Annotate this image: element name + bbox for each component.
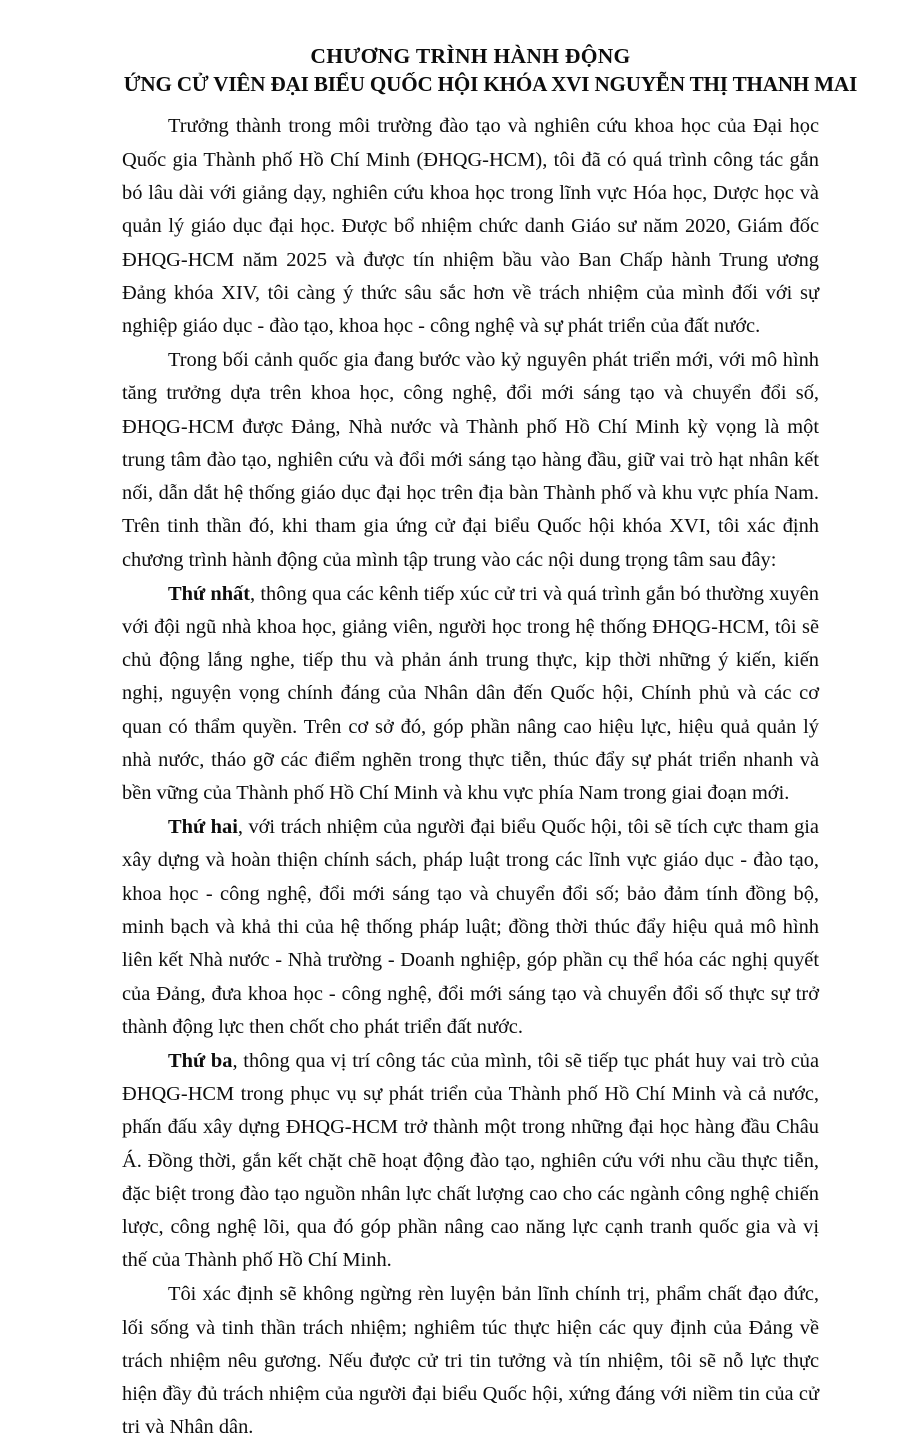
document-title xyxy=(122,44,858,97)
paragraph-text-point-1: , thông qua các kênh tiếp xúc cử tri và quá trình gắn bó thường xuyên với đội ngũ nhà khoa học, giảng viên, người học trong hệ thống ĐHQG-HCM, tôi sẽ chủ động lắng nghe, tiếp thu và phản ánh trung thực, kịp thời những ý kiến, kiến nghị, nguyện vọng chính đáng của Nhân dân đến Quốc hội, Chính phủ và các cơ quan có thẩm quyền. Trên cơ sở đó, góp phần nâng cao hiệu lực, hiệu quả quản lý nhà nước, tháo gỡ các điểm nghẽn trong thực tiễn, thúc đẩy sự phát triển nhanh và bền vững của Thành phố Hồ Chí Minh và khu vực phía Nam trong giai đoạn mới. xyxy=(122,582,819,805)
paragraph-text-intro: Trưởng thành trong môi trường đào tạo và nghiên cứu khoa học của Đại học Quốc gia Thành phố Hồ Chí Minh (ĐHQG-HCM), tôi đã có quá trình công tác gắn bó lâu dài với giảng dạy, nghiên cứu khoa học trong lĩnh vực Hóa học, Dược học và quản lý giáo dục đại học. Được bổ nhiệm chức danh Giáo sư năm 2020, Giám đốc ĐHQG-HCM năm 2025 và được tín nhiệm bầu vào Ban Chấp hành Trung ương Đảng khóa XIV, tôi càng ý thức sâu sắc hơn về trách nhiệm của mình đối với sự nghiệp giáo dục - đào tạo, khoa học - công nghệ và sự phát triển của đất nước. xyxy=(122,115,819,338)
paragraph-text-point-3: , thông qua vị trí công tác của mình, tôi sẽ tiếp tục phát huy vai trò của ĐHQG-HCM trong phục vụ sự phát triển của Thành phố Hồ Chí Minh và cả nước, phấn đấu xây dựng ĐHQG-HCM trở thành một trong những đại học hàng đầu Châu Á. Đồng thời, gắn kết chặt chẽ hoạt động đào tạo, nghiên cứu với nhu cầu thực tiễn, đặc biệt trong đào tạo nguồn nhân lực chất lượng cao cho các ngành công nghệ chiến lược, công nghệ lõi, qua đó góp phần nâng cao năng lực cạnh tranh quốc gia và vị thế của Thành phố Hồ Chí Minh. xyxy=(122,1049,820,1272)
paragraph-text-point-2: , với trách nhiệm của người đại biểu Quốc hội, tôi sẽ tích cực tham gia xây dựng và hoàn thiện chính sách, pháp luật trong các lĩnh vực giáo dục - đào tạo, khoa học - công nghệ, đổi mới sáng tạo và chuyển đổi số; bảo đảm tính đồng bộ, minh bạch và khả thi của hệ thống pháp luật; đồng thời thúc đẩy hiệu quả mô hình liên kết Nhà nước - Nhà trường - Doanh nghiệp, góp phần cụ thể hóa các nghị quyết của Đảng, đưa khoa học - công nghệ, đổi mới sáng tạo và chuyển đổi số thực sự trở thành động lực then chốt cho phát triển đất nước. xyxy=(122,816,819,1038)
title-line-candidate: ỨNG CỬ VIÊN ĐẠI BIỂU QUỐC HỘI KHÓA XVI NGUYỄN THỊ THANH MAI xyxy=(123,72,858,97)
document-body xyxy=(122,110,819,1444)
paragraph-point-2 xyxy=(122,811,819,1044)
paragraph-lead-point-1: Thứ nhất xyxy=(168,582,251,605)
paragraph-text-closing: Tôi xác định sẽ không ngừng rèn luyện bản lĩnh chính trị, phẩm chất đạo đức, lối sống và tinh thần trách nhiệm; nghiêm túc thực hiện các quy định của Đảng về trách nhiệm nêu gương. Nếu được cử tri tin tưởng và tín nhiệm, tôi sẽ nỗ lực thực hiện đầy đủ trách nhiệm của người đại biểu Quốc hội, xứng đáng với niềm tin của cử tri và Nhân dân. xyxy=(122,1283,819,1439)
paragraph-lead-point-3: Thứ ba xyxy=(168,1049,233,1072)
title-line-program: CHƯƠNG TRÌNH HÀNH ĐỘNG xyxy=(310,44,631,68)
paragraph-closing xyxy=(122,1278,819,1444)
paragraph-text-context: Trong bối cảnh quốc gia đang bước vào kỷ nguyên phát triển mới, với mô hình tăng trưởng dựa trên khoa học, công nghệ, đổi mới sáng tạo và chuyển đổi số, ĐHQG-HCM được Đảng, Nhà nước và Thành phố Hồ Chí Minh kỳ vọng là một trung tâm đào tạo, nghiên cứu và đổi mới sáng tạo hàng đầu, giữ vai trò hạt nhân kết nối, dẫn dắt hệ thống giáo dục đại học trên địa bàn Thành phố và khu vực phía Nam. Trên tinh thần đó, khi tham gia ứng cử đại biểu Quốc hội khóa XVI, tôi xác định chương trình hành động của mình tập trung vào các nội dung trọng tâm sau đây: xyxy=(122,348,819,571)
paragraph-context xyxy=(122,344,819,577)
document-content xyxy=(122,44,858,1445)
paragraph-intro xyxy=(122,110,819,343)
paragraph-point-3 xyxy=(122,1045,819,1278)
paragraph-lead-point-2: Thứ hai xyxy=(168,816,238,839)
paragraph-point-1 xyxy=(122,578,819,811)
